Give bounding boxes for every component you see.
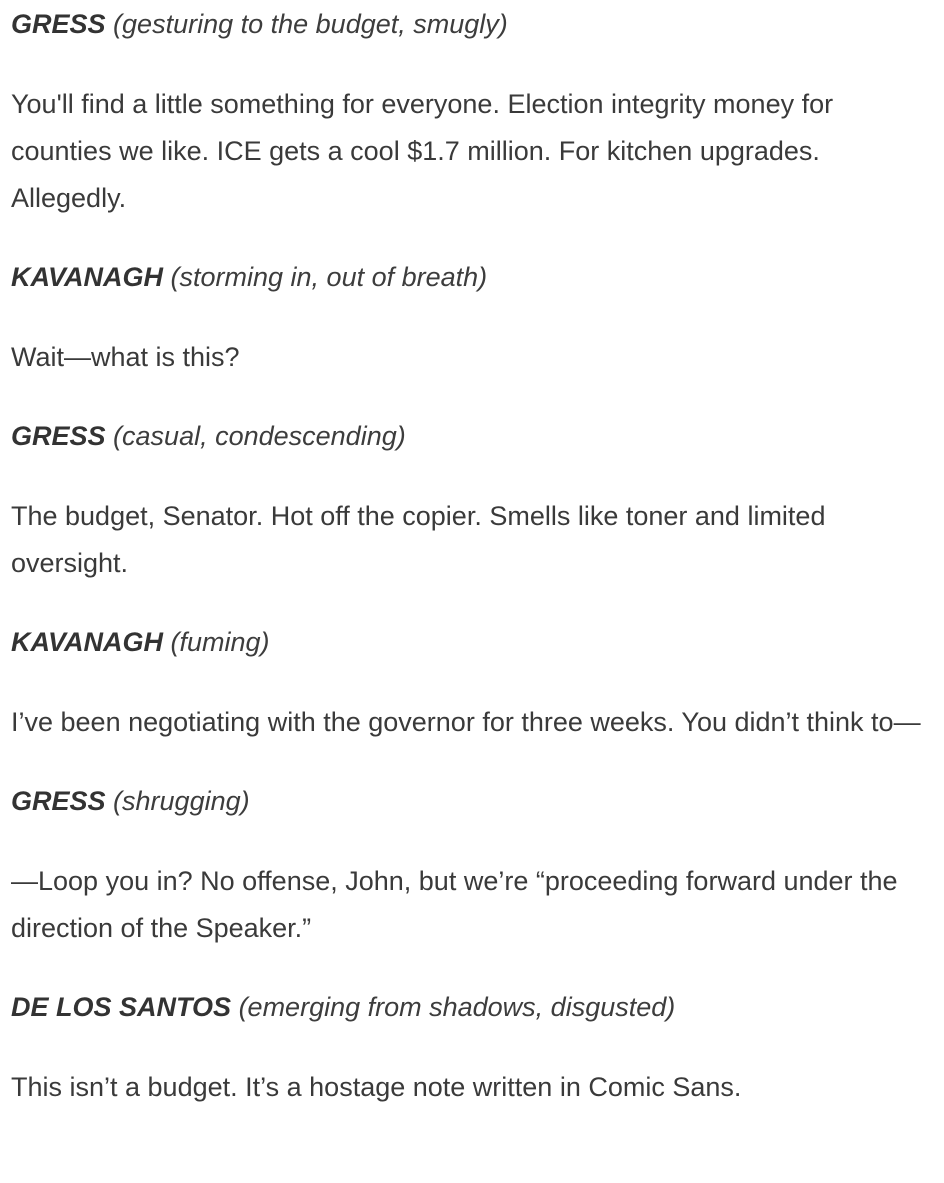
- speaker-cue: [11, 777, 940, 821]
- speaker-cue: [11, 983, 940, 1027]
- speaker-cue: [11, 0, 940, 44]
- dialogue-line: The budget, Senator. Hot off the copier. Smells like toner and limited oversight.: [11, 501, 826, 578]
- stage-direction: (storming in, out of breath): [170, 262, 488, 292]
- stage-direction: (emerging from shadows, disgusted): [238, 992, 676, 1022]
- dialogue-line: This isn’t a budget. It’s a hostage note written in Comic Sans.: [11, 1072, 742, 1102]
- stage-direction: (fuming): [170, 627, 270, 657]
- speaker-cue: [11, 618, 940, 662]
- speaker-name: KAVANAGH: [11, 262, 163, 292]
- stage-direction: (casual, condescending): [113, 421, 406, 451]
- speaker-name: KAVANAGH: [11, 627, 163, 657]
- speaker-name: DE LOS SANTOS: [11, 992, 232, 1022]
- stage-direction: (gesturing to the budget, smugly): [113, 9, 508, 39]
- speaker-name: GRESS: [11, 9, 106, 39]
- dialogue-line: Wait—what is this?: [11, 342, 240, 372]
- dialogue-line: You'll find a little something for everyone. Election integrity money for counties we like. ICE gets a cool $1.7 million. For kitchen upgrades. Allegedly.: [11, 89, 834, 213]
- speaker-cue: [11, 253, 940, 297]
- dialogue-line: —Loop you in? No offense, John, but we’re “proceeding forward under the direction of the Speaker.”: [11, 866, 898, 943]
- stage-direction: (shrugging): [113, 786, 250, 816]
- speaker-name: GRESS: [11, 786, 106, 816]
- dialogue-line: I’ve been negotiating with the governor for three weeks. You didn’t think to—: [11, 707, 921, 737]
- speaker-cue: [11, 412, 940, 456]
- speaker-name: GRESS: [11, 421, 106, 451]
